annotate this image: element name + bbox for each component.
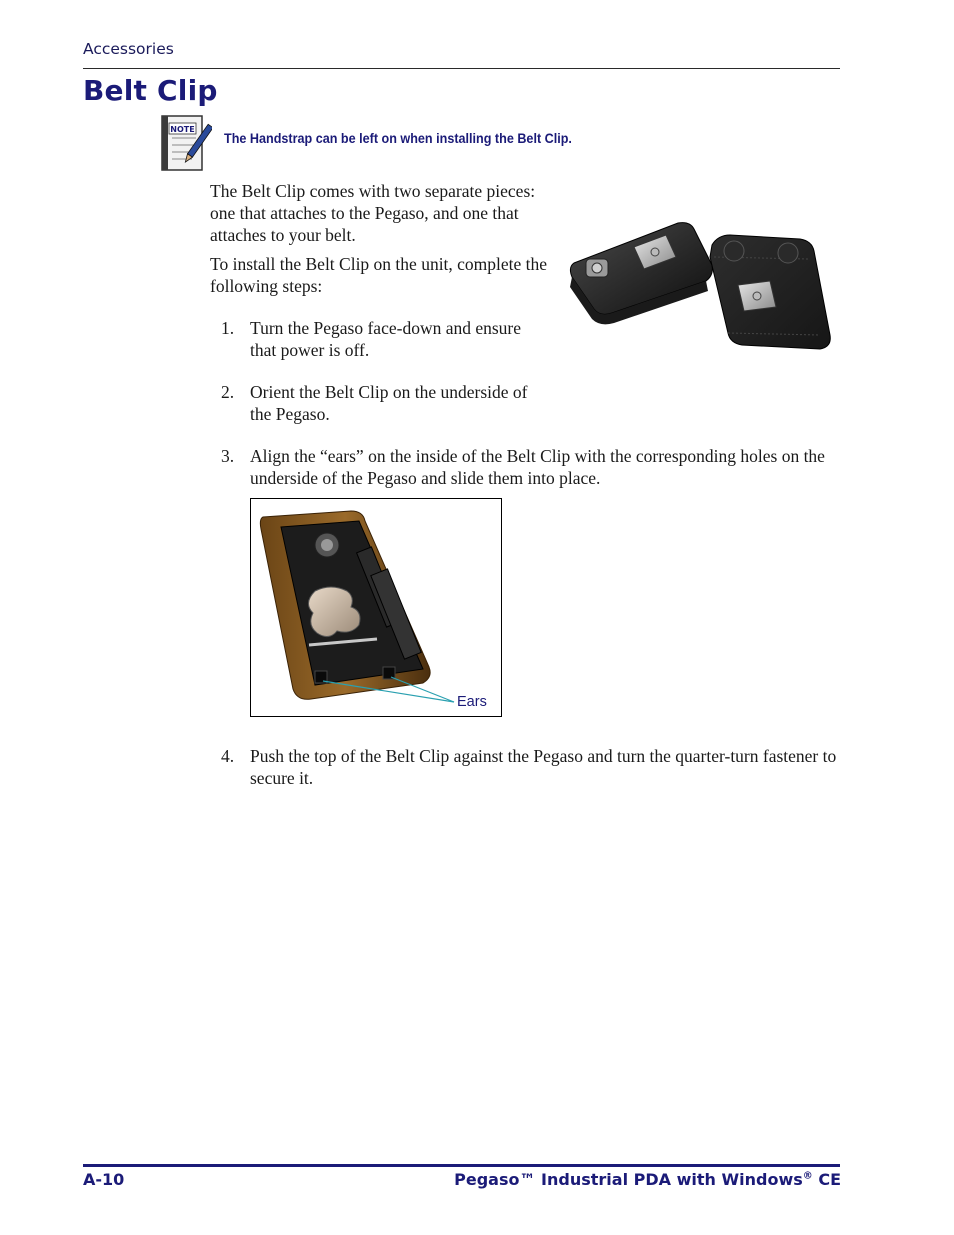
step-number: 3. <box>221 446 235 466</box>
ears-callout-label: Ears <box>457 694 487 710</box>
step-text: Turn the Pegaso face-down and ensure that power is off. <box>250 318 522 360</box>
instruction-paragraph: To install the Belt Clip on the unit, complete the following steps: <box>210 254 548 296</box>
page-title: Belt Clip <box>83 74 218 107</box>
running-header: Accessories <box>83 40 174 58</box>
step-number: 4. <box>221 746 235 766</box>
footer-title <box>454 1170 841 1189</box>
note-text: The Handstrap can be left on when installing the Belt Clip. <box>224 130 572 146</box>
belt-clip-ears-figure <box>250 498 502 717</box>
note-icon <box>158 114 212 172</box>
footer-rule <box>83 1164 840 1167</box>
step-text: Push the top of the Belt Clip against the Pegaso and turn the quarter-turn fastener to secure it. <box>250 746 837 788</box>
header-rule <box>83 68 840 69</box>
footer-title-suffix: CE <box>812 1170 841 1189</box>
step-number: 2. <box>221 382 235 402</box>
footer-title-text: Pegaso™ Industrial PDA with Windows <box>454 1170 803 1189</box>
step-text: Align the “ears” on the inside of the Belt Clip with the corresponding holes on the underside of the Pegaso and slide them into place. <box>250 446 825 488</box>
step-text: Orient the Belt Clip on the underside of the Pegaso. <box>250 382 528 424</box>
note-icon-label: NOTE <box>170 125 195 134</box>
registered-mark: ® <box>802 1170 813 1182</box>
step-number: 1. <box>221 318 235 338</box>
page-number: A-10 <box>83 1170 125 1189</box>
belt-clip-pieces-photo <box>562 195 832 377</box>
intro-paragraph: The Belt Clip comes with two separate pieces: one that attaches to the Pegaso, and one that attaches to your belt. <box>210 181 536 245</box>
